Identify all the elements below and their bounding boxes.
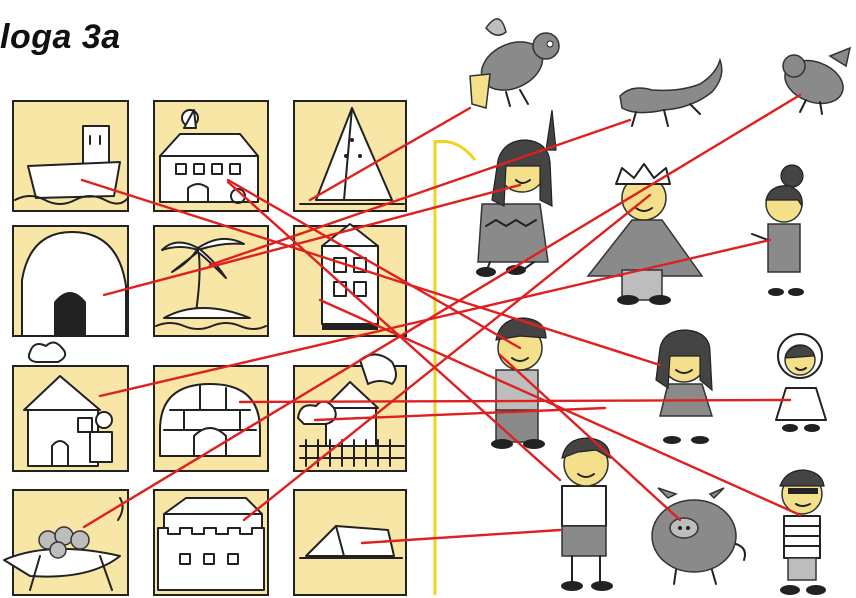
home-tile-tipi[interactable] (294, 101, 406, 211)
home-tile-cave[interactable] (13, 226, 128, 336)
figure-scout-boy[interactable] (561, 438, 613, 591)
exercise-title: loga 3a (0, 18, 121, 56)
pirate-icon (780, 470, 826, 595)
figure-pig[interactable] (652, 488, 745, 584)
castle-icon (158, 498, 264, 590)
figure-crow[interactable] (779, 48, 850, 114)
figure-girl-with-bun[interactable] (752, 165, 804, 296)
figure-boy-with-cap[interactable] (491, 318, 546, 449)
figure-king[interactable] (588, 164, 702, 305)
match-line (210, 120, 630, 265)
pig-icon (652, 488, 745, 584)
figure-girl-with-bows[interactable] (656, 330, 712, 444)
girl-bun-icon (752, 165, 804, 296)
figure-pirate[interactable] (780, 470, 826, 595)
home-tile-igloo[interactable] (154, 366, 268, 471)
cave-icon (22, 232, 126, 336)
igloo-icon (160, 384, 260, 456)
home-tile-fenced-house[interactable] (294, 354, 406, 471)
girl-bows-icon (656, 330, 712, 444)
figure-eskimo-girl[interactable] (776, 334, 826, 432)
home-tile-boat[interactable] (13, 101, 128, 211)
figure-lizard[interactable] (620, 60, 722, 126)
eskimo-child-icon (776, 334, 826, 432)
home-tile-castle[interactable] (154, 490, 268, 595)
home-tile-cottage[interactable] (13, 342, 128, 471)
scout-boy-icon (561, 438, 613, 591)
king-icon (588, 164, 702, 305)
boy-cap-icon (491, 318, 546, 449)
home-tile-tent[interactable] (294, 490, 406, 595)
crow-icon (779, 48, 850, 114)
home-tile-nest[interactable] (4, 490, 128, 595)
lizard-icon (620, 60, 722, 126)
bird-icon (470, 19, 559, 108)
figure-bird-flying[interactable] (470, 19, 559, 108)
home-tile-island[interactable] (154, 226, 268, 336)
